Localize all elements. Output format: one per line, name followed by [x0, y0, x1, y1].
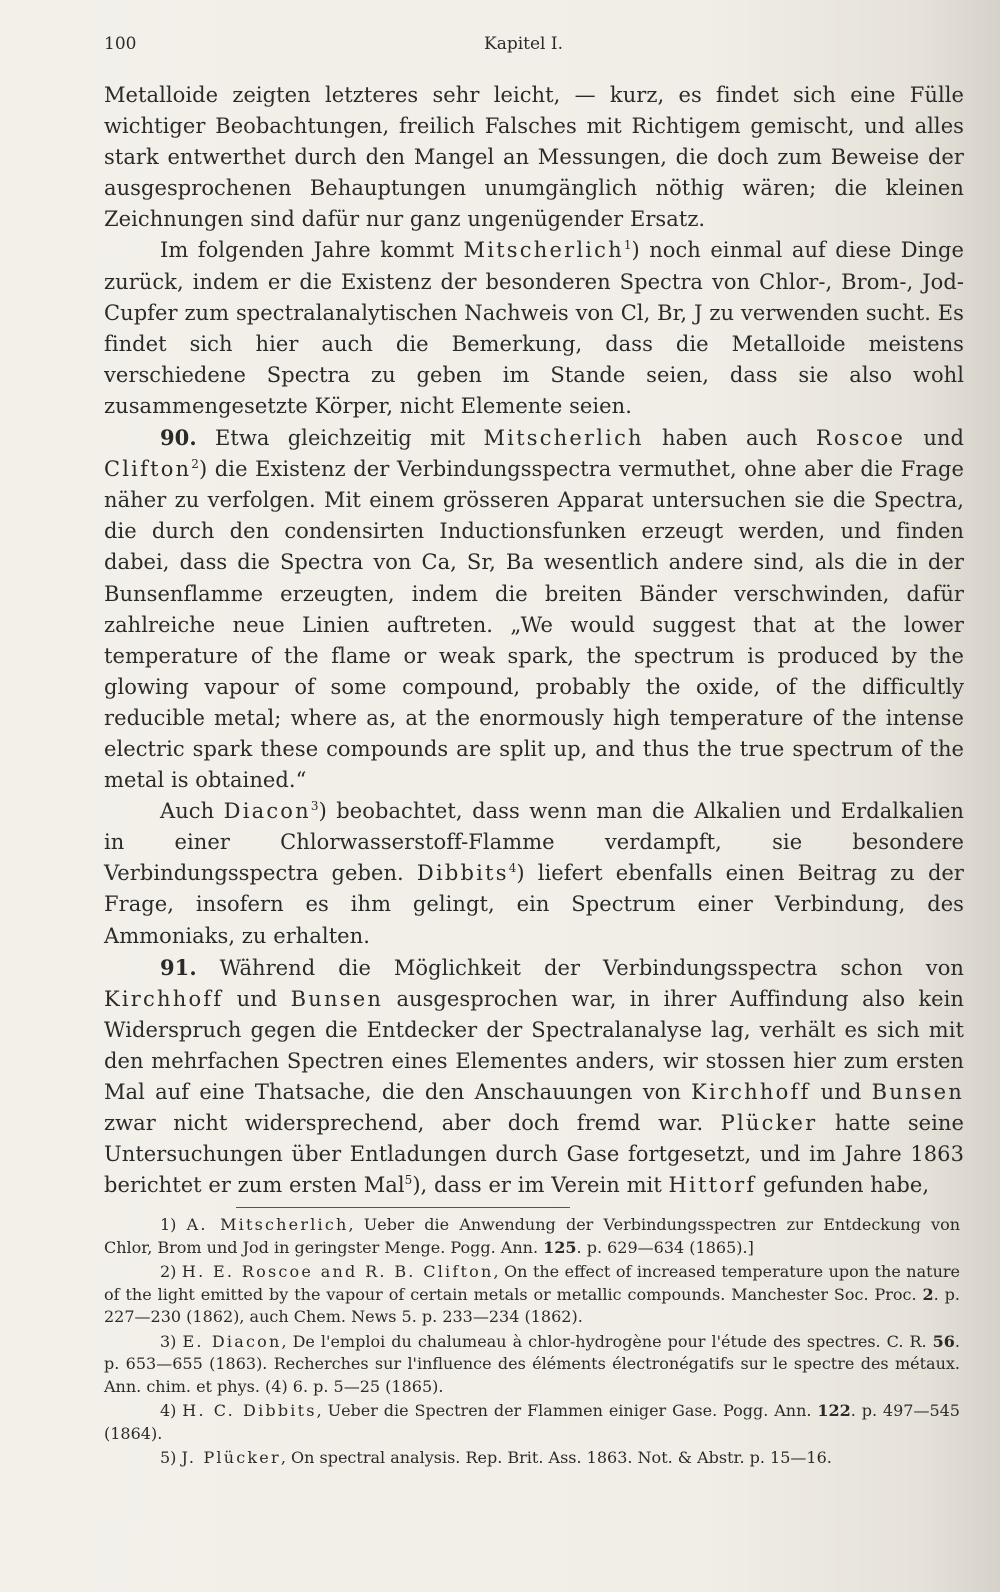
footnote-mark: 5) [160, 1448, 177, 1467]
text-run: Im folgenden Jahre kommt [160, 238, 464, 263]
section-number: 90. [160, 425, 197, 451]
footnote-author: H. E. Roscoe and R. B. Clifton [181, 1262, 494, 1281]
footnote-ref: 5 [404, 1173, 413, 1188]
text-run: und [905, 426, 964, 451]
footnote-author: E. Diacon [182, 1331, 282, 1351]
author-name: Plücker [720, 1111, 818, 1136]
paragraph-2 [104, 235, 964, 422]
footnote-mark: 4) [160, 1401, 177, 1420]
text-run: Auch [160, 799, 224, 824]
text-run: gefunden habe, [756, 1173, 930, 1198]
footnote-mark: 3) [160, 1331, 177, 1351]
author-name: Mitscherlich [483, 426, 644, 451]
running-title: Kapitel I. [484, 34, 564, 54]
paragraph-1 [104, 80, 964, 235]
footnotes [104, 1214, 960, 1472]
text-run: ) beobachtet, dass wenn man die Alkalien und Erdalkalien in einer Chlorwasserstoff-Flamme verdampft, sie besondere Verbindungsspectra geben. [104, 799, 964, 886]
main-text [104, 80, 964, 1201]
footnote-text: . p. 653—655 (1863). Recherches sur l'influence des éléments électronégatifs sur le spectre des métaux. Ann. chim. et phys. (4) 6. p. 5—25 (1865). [104, 1331, 960, 1396]
paragraph-4 [104, 796, 964, 951]
footnote-mark: 1) [160, 1215, 177, 1234]
text-run: ausgesprochen war, in ihrer Auffindung also kein Widerspruch gegen die Entdecker der Spectralanalyse lag, verhält es sich mit den mehrfachen Spectren eines Elementes anders, wir stossen hier zum ersten Mal auf eine Thatsache, die den Anschauungen von [104, 986, 964, 1104]
footnote-author: J. Plücker [181, 1448, 281, 1467]
footnote-text: , On the effect of increased temperature upon the nature of the light emitted by the vapour of certain metals or metallic compounds. Manchester Soc. Proc. [104, 1262, 960, 1304]
author-name: Mitscherlich [463, 238, 624, 263]
footnote-text: , Ueber die Anwendung der Verbindungsspectren zur Entdeckung von Chlor, Brom und Jod in geringster Menge. Pogg. Ann. [104, 1215, 961, 1257]
text-run: zwar nicht widersprechend, aber doch fremd war. [104, 1111, 721, 1136]
page-header [104, 34, 954, 60]
footnote-ref: 4 [508, 861, 517, 876]
text-run: ) liefert ebenfalls einen Beitrag zu der Frage, insofern es ihm gelingt, ein Spectrum einer Verbindung, des Ammoniaks, zu erhalten. [104, 861, 964, 948]
author-name: Bunsen [871, 1080, 964, 1104]
footnote-text: , On spectral analysis. Rep. Brit. Ass. 1863. Not. & Abstr. p. 15—16. [280, 1448, 832, 1467]
section-number: 91. [160, 954, 197, 980]
text-run: hatte seine Untersuchungen über Entladungen durch Gase fortgesetzt, und im Jahre 1863 berichtet er zum ersten Mal [104, 1111, 964, 1198]
footnote-volume: 122 [817, 1401, 851, 1420]
footnote-volume: 125 [543, 1237, 577, 1257]
author-name: Clifton [104, 457, 192, 482]
text-run: Etwa gleichzeitig mit [196, 426, 484, 451]
footnote-author: A. Mitscherlich [186, 1215, 349, 1234]
author-name: Diacon [223, 799, 311, 824]
author-name: Bunsen [290, 986, 384, 1011]
text-run: ) noch einmal auf diese Dinge zurück, indem er die Existenz der besonderen Spectra von Chlor-, Brom-, Jod-Cupfer zum spectralanalytischen Nachweis von Cl, Br, J zu verwenden sucht. Es findet sich hier auch die Bemerkung, dass die Metalloide meistens verschiedene Spectra zu geben im Stande seien, dass sie also wohl zusammengesetzte Körper, nicht Elemente seien. [104, 238, 964, 418]
footnote-3 [104, 1331, 960, 1399]
footnote-ref: 3 [310, 799, 319, 814]
footnote-divider [236, 1207, 570, 1208]
footnote-5 [104, 1447, 960, 1470]
page-number: 100 [104, 34, 137, 54]
footnote-text: , De l'emploi du chalumeau à chlor-hydrogène pour l'étude des spectres. C. R. [281, 1331, 933, 1351]
paragraph-3 [104, 422, 964, 796]
footnote-text: . p. 227—230 (1862), auch Chem. News 5. p. 233—234 (1862). [104, 1284, 961, 1326]
footnote-text: . p. 629—634 (1865).] [576, 1237, 754, 1257]
author-name: Kirchhoff [104, 986, 224, 1011]
footnote-text: , Ueber die Spectren der Flammen einiger Gase. Pogg. Ann. [316, 1401, 818, 1420]
paragraph-5 [104, 952, 964, 1202]
footnote-volume: 56 [932, 1331, 955, 1351]
author-name: Hittorf [668, 1173, 757, 1198]
footnote-ref: 1 [623, 238, 632, 253]
footnote-volume: 2 [922, 1284, 934, 1304]
footnote-mark: 2) [160, 1262, 177, 1281]
text-run: und [810, 1080, 872, 1104]
footnote-text: . p. 497—545 (1864). [104, 1401, 960, 1443]
footnote-author: H. C. Dibbits [182, 1401, 317, 1420]
text-run: ) die Existenz der Verbindungsspectra vermuthet, ohne aber die Frage näher zu verfolgen. Mit einem grösseren Apparat untersuchen sie die Spectra, die durch den condensirten Inductionsfunken erzeugt werden, und finden dabei, dass die Spectra von Ca, Sr, Ba wesentlich andere sind, als die in der Bunsenflamme erzeugten, indem die breiten Bänder verschwinden, dafür zahlreiche neue Linien auftreten. „We would suggest that at the lower temperature of the flame or weak spark, the spectrum is produced by the glowing vapour of some compound, probably the oxide, of the difficultly reducible metal; where as, at the enormously high temperature of the intense electric spark these compounds are split up, and thus the true spectrum of the metal is obtained.“ [104, 457, 964, 793]
footnote-1 [104, 1214, 960, 1259]
text-run: Während die Möglichkeit der Verbindungsspectra schon von [196, 955, 964, 980]
author-name: Dibbits [416, 861, 509, 886]
text-run: ), dass er im Verein mit [412, 1173, 669, 1198]
author-name: Kirchhoff [691, 1080, 811, 1104]
footnote-ref: 2 [191, 457, 199, 472]
text-run: haben auch [643, 426, 816, 451]
paragraph-1-text: Metalloide zeigten letzteres sehr leicht, — kurz, es findet sich eine Fülle wichtiger Beobachtungen, freilich Falsches mit Richtigem gemischt, und alles stark entwerthet durch den Mangel an Messungen, die doch zum Beweise der ausgesprochenen Behauptungen unumgänglich nöthig wären; die kleinen Zeichnungen sind dafür nur ganz ungenügender Ersatz. [104, 83, 964, 232]
text-run: und [223, 986, 291, 1011]
footnote-2 [104, 1261, 960, 1329]
author-name: Roscoe [815, 426, 906, 451]
footnote-4 [104, 1400, 960, 1445]
